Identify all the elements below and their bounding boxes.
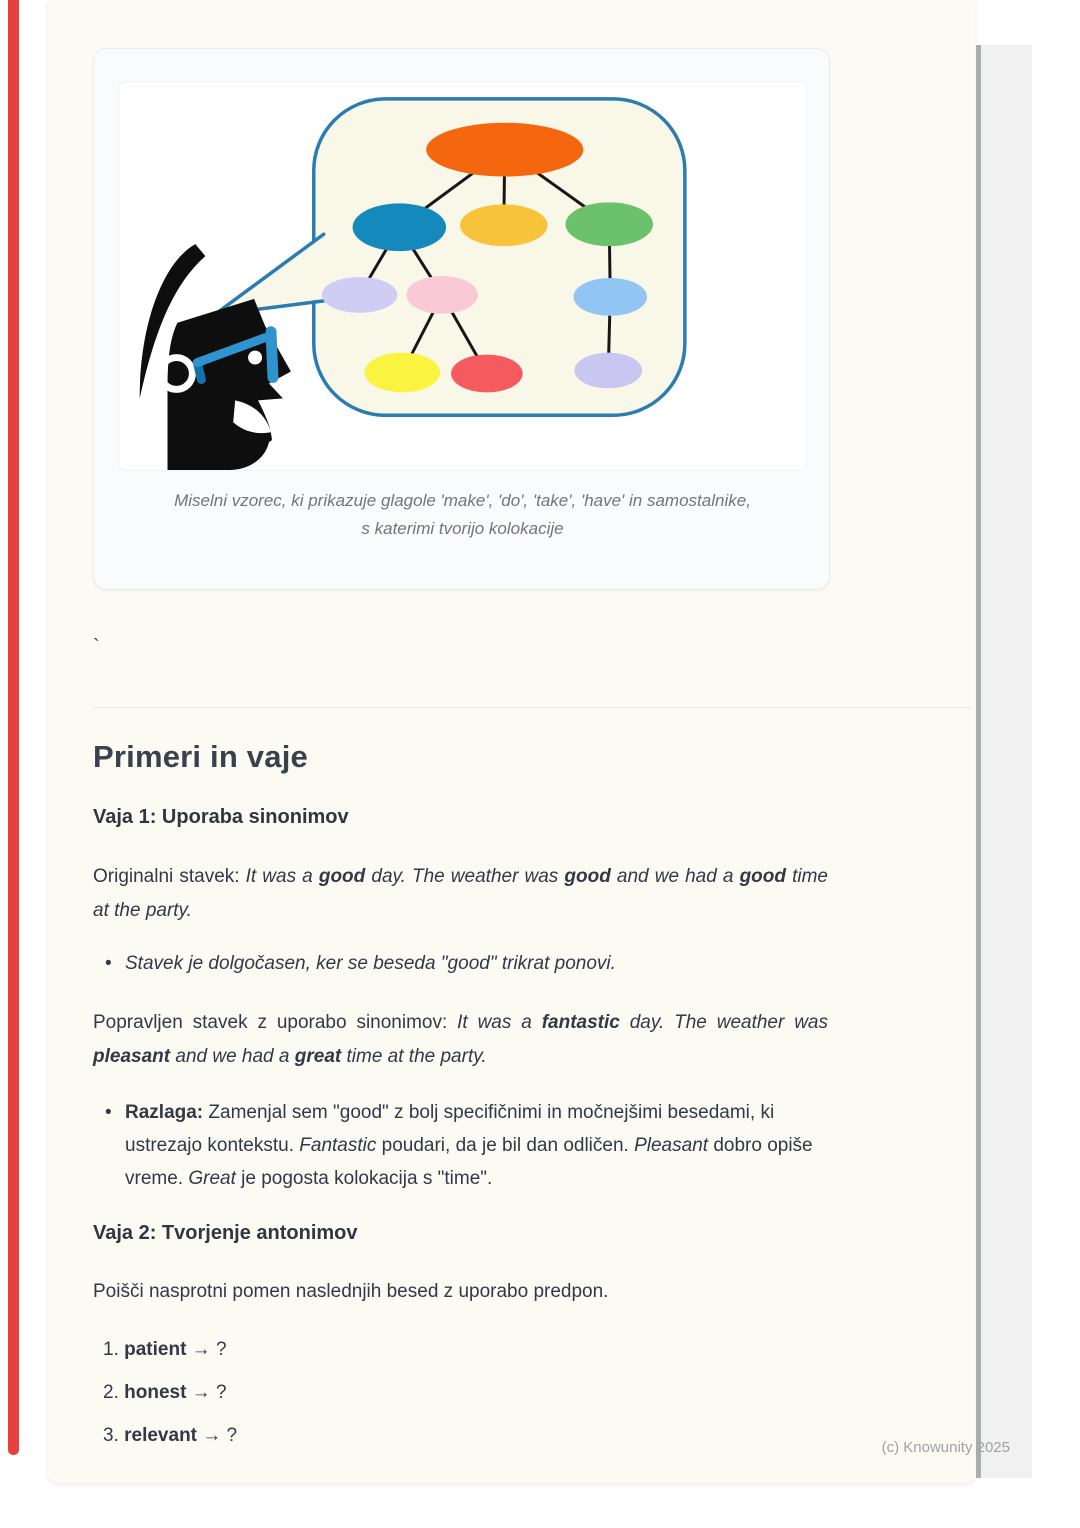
bullet-item-1 [105, 947, 828, 981]
bullet-item-2-text: Razlaga: Zamenjal sem "good" z bolj specifičnimi in močnejšimi besedami, ki ustrezajo kontekstu. Fantastic poudari, da je bil dan odličen. Pleasant dobro opiše vreme. Great je pogosta kolokacija s "time". [125, 1102, 813, 1189]
list-item: 1. patient → ? [103, 1339, 227, 1360]
eye-dot [248, 351, 262, 365]
figure-caption-line2: s katerimi tvorijo kolokacije [361, 519, 564, 538]
mindmap-node-take [565, 202, 653, 246]
exercise2-instruction: Poišči nasprotni pomen naslednjih besed z uporabo predpon. [93, 1281, 609, 1302]
mindmap-illustration [118, 81, 807, 471]
antonym-list [103, 1332, 823, 1461]
copyright-watermark: (c) Knowunity 2025 [881, 1439, 1010, 1456]
bullet-item-1-text: Stavek je dolgočasen, ker se beseda "good" trikrat ponovi. [125, 953, 616, 974]
exercise1-title: Vaja 1: Uporaba sinonimov [93, 806, 349, 828]
mindmap-node-make [353, 203, 447, 251]
list-item: 2. honest → ? [103, 1382, 227, 1403]
stray-backtick: ` [93, 636, 100, 658]
section-divider [93, 707, 972, 708]
bullet-dot: • [105, 1102, 112, 1123]
figure-caption [118, 487, 807, 543]
bullet-dot: • [105, 953, 112, 974]
mindmap-node-n10 [574, 353, 642, 389]
glasses-lens [271, 332, 273, 378]
figure-card [93, 48, 830, 590]
mindmap-node-n8 [365, 353, 441, 393]
mindmap-svg [119, 82, 806, 470]
list-item: 3. relevant → ? [103, 1425, 238, 1446]
mindmap-node-root [426, 123, 583, 177]
figure-caption-line1: Miselni vzorec, ki prikazuje glagole 'make', 'do', 'take', 'have' in samostalnike, [174, 491, 751, 510]
mindmap-node-n5 [322, 277, 398, 313]
page-edge-ribbon [8, 0, 19, 1455]
original-sentence-paragraph: Originalni stavek: It was a good day. The weather was good and we had a good time at the party. [93, 866, 828, 921]
section-heading: Primeri in vaje [93, 739, 308, 774]
exercise2-title: Vaja 2: Tvorjenje antonimov [93, 1222, 358, 1244]
mindmap-node-n7 [573, 278, 647, 316]
scrollbar-track-panel[interactable] [981, 45, 1032, 1478]
bullet-item-2 [105, 1096, 828, 1195]
corrected-sentence-paragraph: Popravljen stavek z uporabo sinonimov: It was a fantastic day. The weather was pleasant and we had a great time at the party. [93, 1012, 828, 1067]
mindmap-node-n9 [451, 355, 523, 393]
mindmap-node-do [460, 204, 548, 246]
mindmap-node-n6 [406, 276, 478, 314]
